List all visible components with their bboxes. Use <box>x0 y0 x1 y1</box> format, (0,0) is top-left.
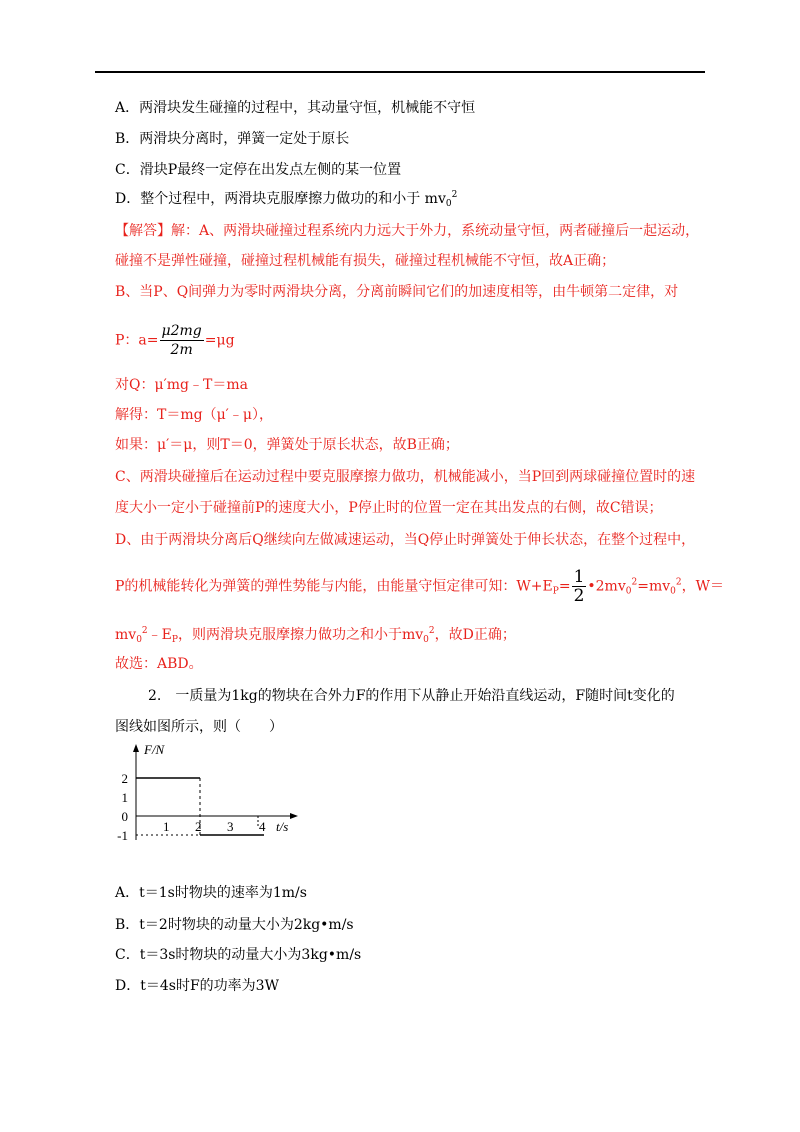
option-c: C．滑块P最终一定停在出发点左侧的某一位置 <box>115 162 402 178</box>
fraction-half: $\frac{1}{2}$ <box>573 567 585 606</box>
y-axis-arrow <box>133 744 139 752</box>
q2-option-a: A．t＝1s时物块的速率为1m/s <box>115 885 307 901</box>
x-tick-label: 3 <box>227 819 234 834</box>
q2-option-b: B．t＝2时物块的动量大小为2kg•m/s <box>115 917 354 933</box>
solution-d-3: $mv_0^2﹣E_P$，则两滑块克服摩擦力做功之和小于$mv_0^2$，故D正确； <box>115 626 516 645</box>
y-tick-label: 2 <box>121 771 128 786</box>
solution-c-2: 度大小一定小于碰撞前P的速度大小，P停止时的位置一定在其出发点的右侧，故C错误； <box>115 500 663 516</box>
fraction-mu2mg: $\frac{\mu 2mg}{2m}$ <box>161 323 202 358</box>
y-tick-label: 1 <box>121 790 128 805</box>
x-tick-label: 2 <box>195 819 202 834</box>
x-axis-arrow <box>290 813 298 819</box>
solution-c-1: C、两滑块碰撞后在运动过程中要克服摩擦力做功，机械能减小，当P回到两球碰撞位置时的速 <box>115 469 696 485</box>
question-2-line-1: 2. 一质量为1kg的物块在合外力F的作用下从静止开始沿直线运动，F随时间t变化的 <box>148 688 675 704</box>
question-2-line-2: 图线如图所示，则（ ） <box>115 719 283 735</box>
option-d: D．整个过程中，两滑块克服摩擦力做功的和小于 $mv_0^2$ <box>115 190 458 209</box>
solution-d-2: P的机械能转化为弹簧的弹性势能与内能，由能量守恒定律可知：$W+E_P=$ $\frac{1}{2}$ $•2mv_0^2=mv_0^2$，W＝ <box>115 567 724 606</box>
if-line: 如果：μ′＝μ，则T＝0，弹簧处于原长状态，故B正确； <box>115 437 459 453</box>
y-tick-label: -1 <box>117 828 128 843</box>
option-b: B．两滑块分离时，弹簧一定处于原长 <box>115 131 350 147</box>
force-time-chart <box>110 738 310 848</box>
y-axis-label: F/N <box>144 742 165 757</box>
answer-line: 故选：ABD。 <box>115 656 203 672</box>
q2-option-d: D．t＝4s时F的功率为3W <box>115 978 279 994</box>
solve-line: 解得：T＝mg（μ′﹣μ）， <box>115 407 273 423</box>
solution-tag: 【解答】 <box>115 223 171 239</box>
q2-option-c: C．t＝3s时物块的动量大小为3kg•m/s <box>115 947 362 963</box>
x-tick-label: 1 <box>163 819 170 834</box>
header-rule <box>95 71 705 73</box>
solution-line-3: B、当P、Q间弹力为零时两滑块分离，分离前瞬间它们的加速度相等，由牛顿第二定律，对 <box>115 284 679 300</box>
solution-line-2: 碰撞不是弹性碰撞，碰撞过程机械能有损失，碰撞过程机械能不守恒，故A正确； <box>115 253 616 269</box>
equation-q: 对Q：μ′mg﹣T＝ma <box>115 377 248 393</box>
solution-d-1: D、由于两滑块分离后Q继续向左做减速运动，当Q停止时弹簧处于伸长状态，在整个过程中， <box>115 532 696 548</box>
x-tick-label: 4 <box>259 819 266 834</box>
y-tick-label: 0 <box>121 809 128 824</box>
x-axis-label: t/s <box>276 819 289 834</box>
option-a: A．两滑块发生碰撞的过程中，其动量守恒，机械能不守恒 <box>115 100 476 116</box>
solution-line-1: 【解答】解：A、两滑块碰撞过程系统内力远大于外力，系统动量守恒，两者碰撞后一起运动， <box>115 223 700 239</box>
equation-p: P：a= $\frac{\mu 2mg}{2m}$ =μg <box>115 323 235 358</box>
